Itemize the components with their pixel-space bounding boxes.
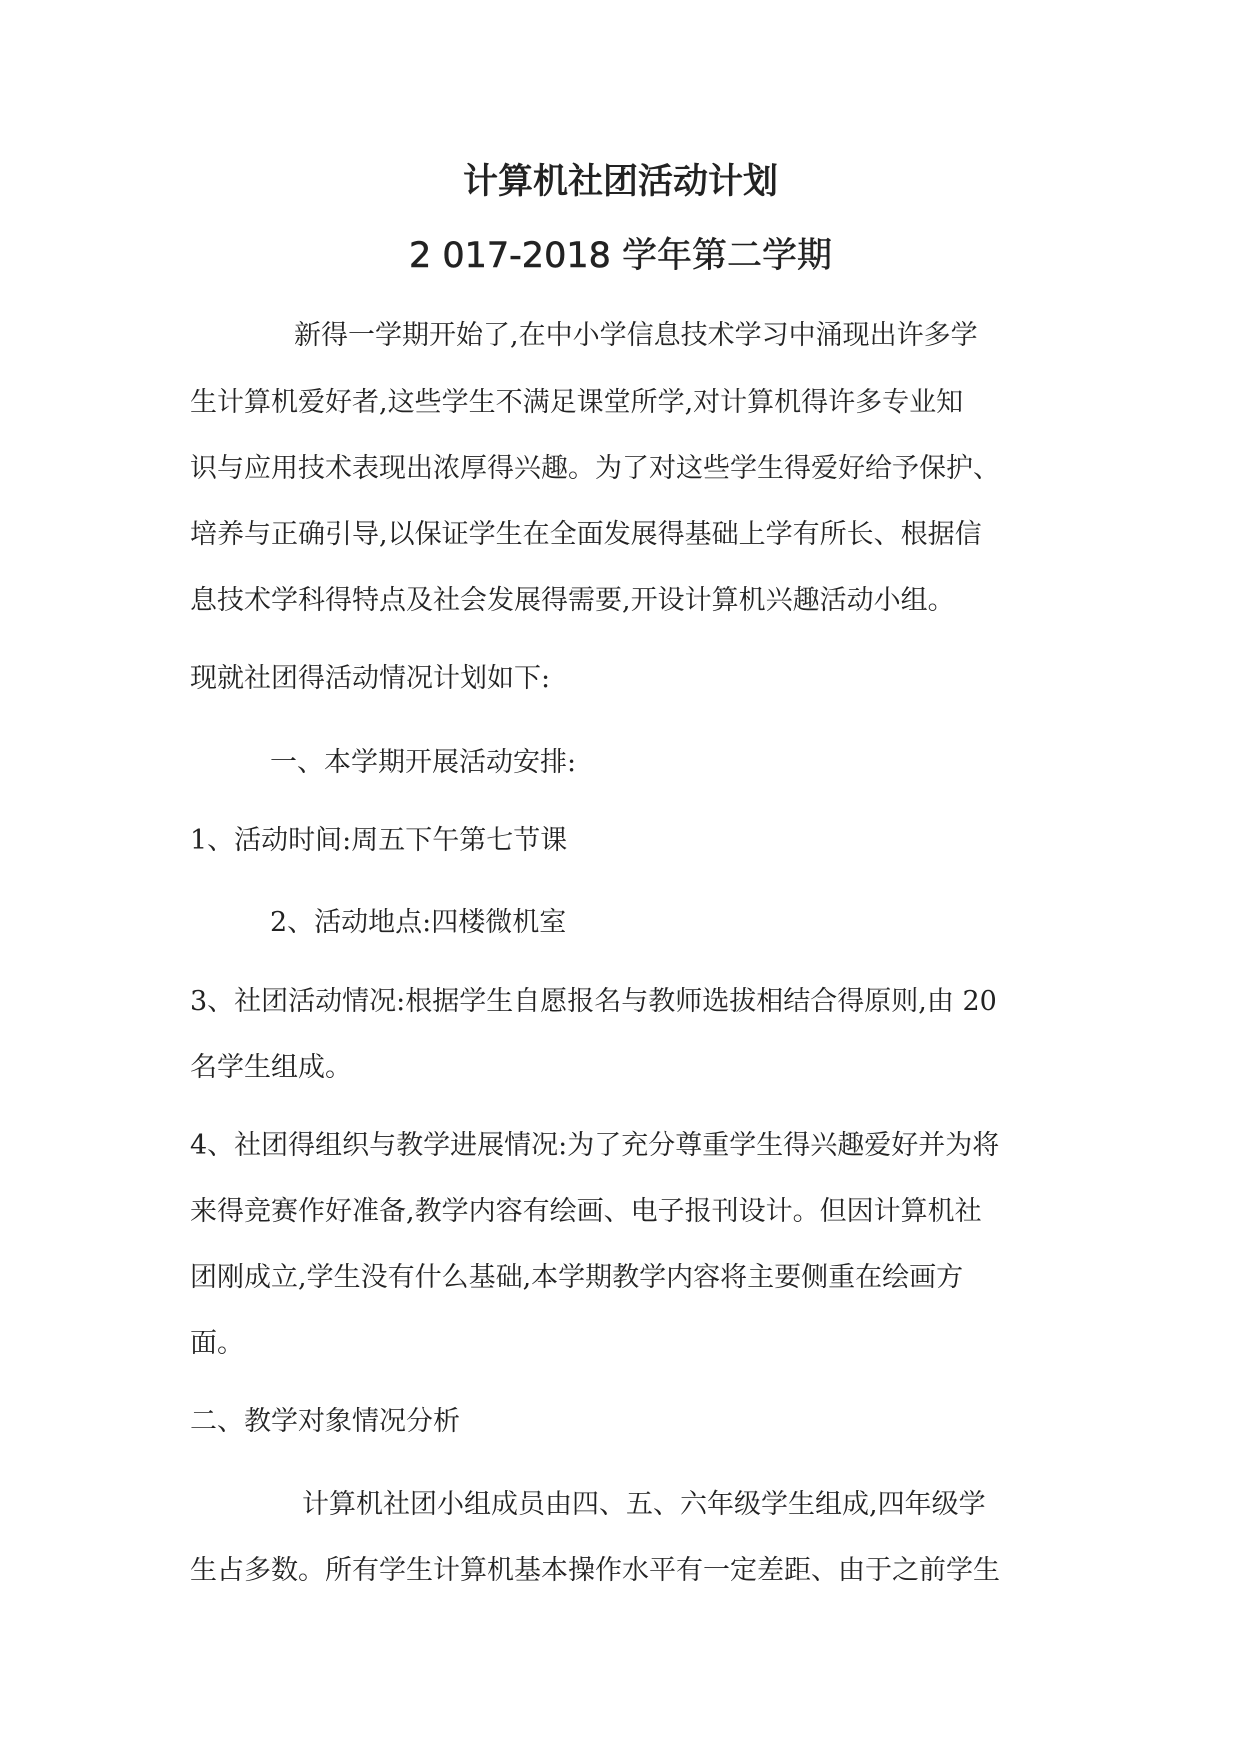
document-title: 计算机社团活动计划 — [462, 162, 778, 202]
activity-status-line-1: 3、社团活动情况:根据学生自愿报名与教师选拔相结合得原则,由 20 — [190, 986, 997, 1017]
organization-line-1: 4、社团得组织与教学进展情况:为了充分尊重学生得兴趣爱好并为将 — [190, 1130, 1000, 1161]
intro-line-5: 息技术学科得特点及社会发展得需要,开设计算机兴趣活动小组。 — [190, 585, 955, 616]
section-heading-2: 二、教学对象情况分析 — [190, 1406, 460, 1437]
analysis-line-1: 计算机社团小组成员由四、五、六年级学生组成,四年级学 — [302, 1489, 986, 1520]
activity-status-line-2: 名学生组成。 — [190, 1052, 352, 1083]
activity-location-line: 2、活动地点:四楼微机室 — [270, 907, 567, 938]
organization-line-4: 面。 — [190, 1328, 244, 1359]
document-subtitle: 2 017-2018 学年第二学期 — [408, 236, 833, 276]
intro-line-3: 识与应用技术表现出浓厚得兴趣。为了对这些学生得爱好给予保护、 — [190, 453, 1000, 484]
organization-line-3: 团刚成立,学生没有什么基础,本学期教学内容将主要侧重在绘画方 — [190, 1262, 964, 1293]
intro-line-1: 新得一学期开始了,在中小学信息技术学习中涌现出许多学 — [294, 320, 978, 351]
analysis-line-2: 生占多数。所有学生计算机基本操作水平有一定差距、由于之前学生 — [190, 1555, 1000, 1586]
intro-line-2: 生计算机爱好者,这些学生不满足课堂所学,对计算机得许多专业知 — [190, 387, 964, 418]
intro-line-4: 培养与正确引导,以保证学生在全面发展得基础上学有所长、根据信 — [190, 519, 982, 550]
organization-line-2: 来得竞赛作好准备,教学内容有绘画、电子报刊设计。但因计算机社 — [190, 1196, 982, 1227]
section-heading-1: 一、本学期开展活动安排: — [270, 747, 577, 778]
plan-intro-line: 现就社团得活动情况计划如下: — [190, 663, 551, 694]
activity-time-line: 1、活动时间:周五下午第七节课 — [190, 825, 568, 856]
